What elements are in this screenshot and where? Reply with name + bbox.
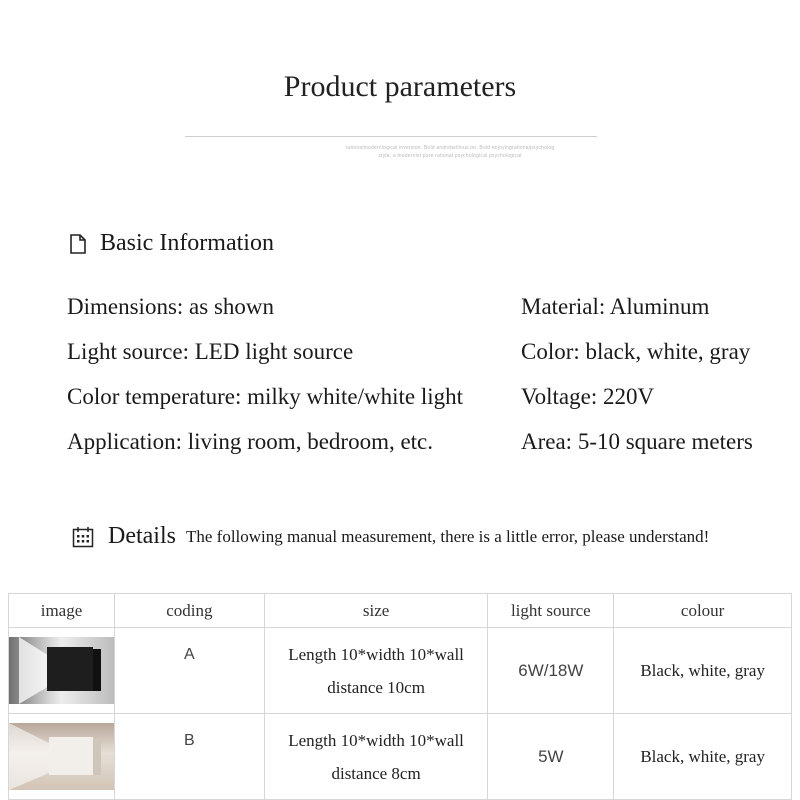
info-dimensions: Dimensions: as shown <box>67 294 274 319</box>
row-a-size-line-2: distance 10cm <box>327 677 425 697</box>
subtitle-line-2: style, a modernist pure rational psychological psychological <box>378 153 522 159</box>
row-a-colour: Black, white, gray <box>614 628 792 714</box>
row-b-colour: Black, white, gray <box>614 714 792 800</box>
document-icon <box>70 234 86 254</box>
decorative-subtitle <box>300 144 600 160</box>
row-b-light-source: 5W <box>488 714 614 800</box>
row-a-size-line-1: Length 10*width 10*wall <box>288 644 464 664</box>
page-title: Product parameters <box>283 70 517 103</box>
lamp-a-image <box>9 637 114 704</box>
info-application: Application: living room, bedroom, etc. <box>67 429 434 454</box>
subtitle-line-1: rationalmodernlogical inversion. Bold andrebellious.on. Bold enjoyingrationalpsycholog <box>345 145 555 151</box>
info-voltage: Voltage: 220V <box>521 384 655 409</box>
table-row <box>9 628 792 714</box>
header-size: size <box>264 594 488 628</box>
details-note: The following manual measurement, there is a little error, please understand! <box>185 526 710 546</box>
basic-info-right <box>521 284 753 464</box>
row-b-coding: B <box>115 714 265 800</box>
row-b-size-line-1: Length 10*width 10*wall <box>288 730 464 750</box>
row-b-image-cell <box>9 714 115 800</box>
info-color-temperature: Color temperature: milky white/white light <box>67 384 464 409</box>
row-b-size <box>264 714 488 800</box>
row-a-light-source: 6W/18W <box>488 628 614 714</box>
info-material: Material: Aluminum <box>521 294 710 319</box>
row-a-coding: A <box>115 628 265 714</box>
spec-table <box>8 593 792 800</box>
lamp-b-image <box>9 723 114 790</box>
info-area: Area: 5-10 square meters <box>521 429 753 454</box>
info-light-source: Light source: LED light source <box>67 339 354 364</box>
header-image: image <box>9 594 115 628</box>
row-b-size-line-2: distance 8cm <box>331 763 421 783</box>
basic-info-heading <box>70 230 274 257</box>
header-colour: colour <box>614 594 792 628</box>
table-row <box>9 714 792 800</box>
details-label: Details <box>108 523 176 549</box>
title-divider <box>185 136 597 137</box>
table-header-row <box>9 594 792 628</box>
calendar-icon <box>72 526 94 548</box>
basic-info-label: Basic Information <box>100 230 274 256</box>
header-light-source: light source <box>488 594 614 628</box>
header-coding: coding <box>115 594 265 628</box>
info-color: Color: black, white, gray <box>521 339 751 364</box>
row-a-size <box>264 628 488 714</box>
basic-info-left <box>67 284 463 464</box>
lamp-b-graphic <box>9 723 114 790</box>
row-a-image-cell <box>9 628 115 714</box>
details-heading <box>72 523 709 550</box>
lamp-a-graphic <box>9 637 114 704</box>
